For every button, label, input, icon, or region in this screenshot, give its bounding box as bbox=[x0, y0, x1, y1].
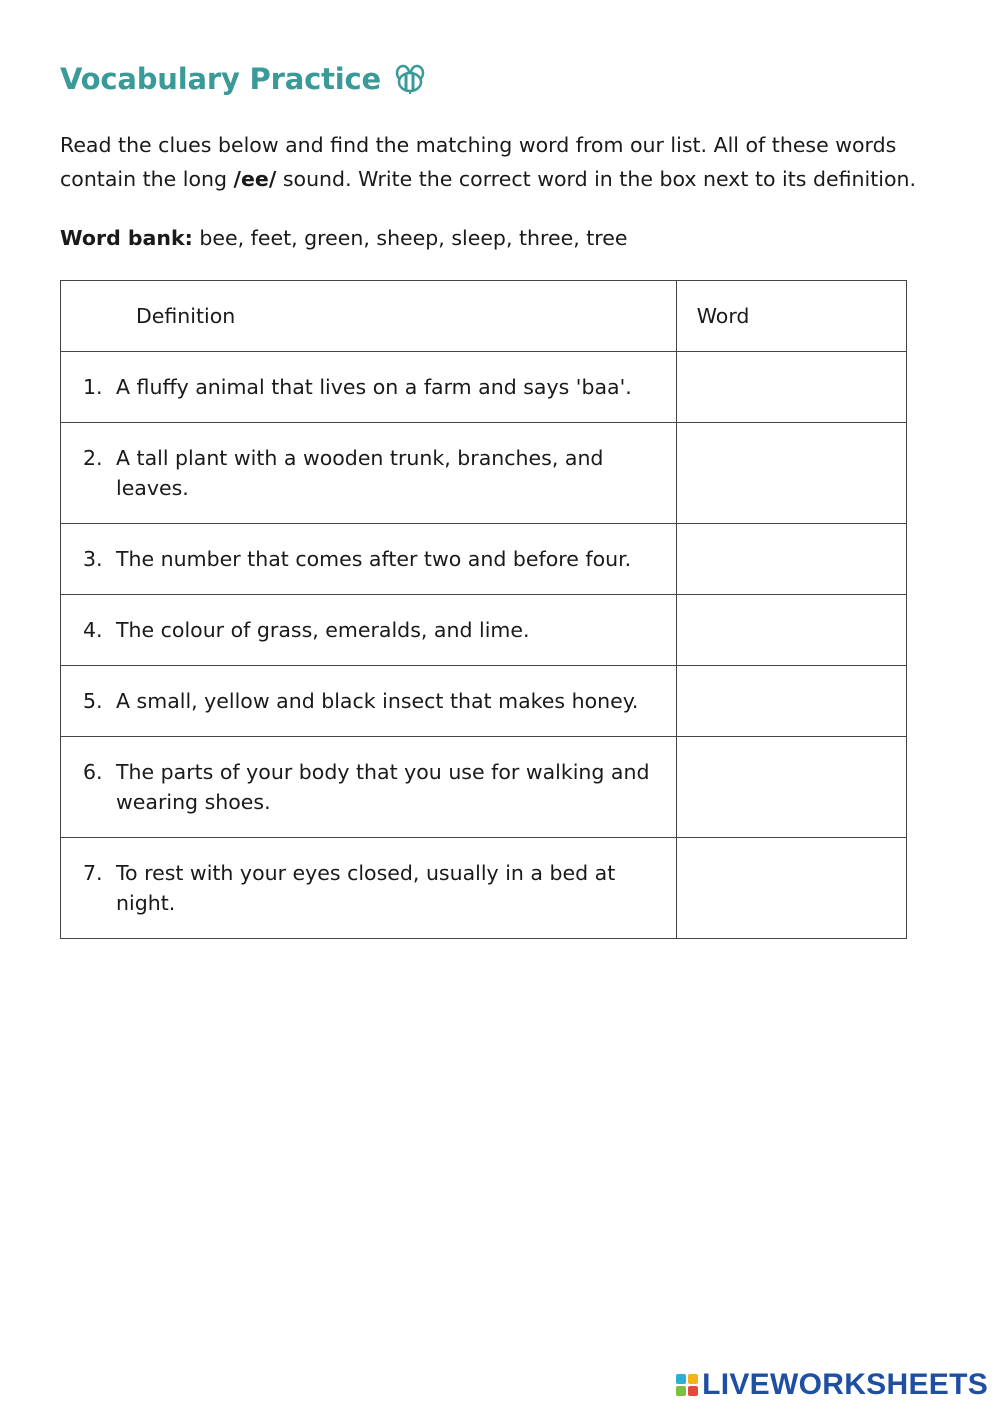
table-header-row bbox=[61, 281, 907, 352]
word-answer-box[interactable] bbox=[676, 838, 906, 939]
liveworksheets-logo bbox=[676, 1368, 988, 1402]
page-title: Vocabulary Practice bbox=[60, 62, 381, 96]
word-bank-words: bee, feet, green, sheep, sleep, three, tree bbox=[199, 226, 628, 250]
brand-name: LIVEWORKSHEETS bbox=[702, 1368, 988, 1401]
word-answer-box[interactable] bbox=[676, 595, 906, 666]
vocabulary-table bbox=[60, 280, 907, 939]
row-number: 4. bbox=[83, 618, 103, 642]
page-header bbox=[60, 62, 427, 96]
bee-icon bbox=[393, 64, 427, 94]
word-answer-box[interactable] bbox=[676, 737, 906, 838]
word-answer-box[interactable] bbox=[676, 666, 906, 737]
word-header: Word bbox=[676, 281, 906, 352]
row-number: 2. bbox=[83, 446, 103, 470]
instructions bbox=[60, 128, 940, 196]
definition-header: Definition bbox=[61, 281, 677, 352]
definition-text: A fluffy animal that lives on a farm and says 'baa'. bbox=[116, 375, 632, 399]
instructions-text: Read the clues below and find the matching word from our list. All of these words contain the long bbox=[60, 133, 897, 191]
word-answer-box[interactable] bbox=[676, 423, 906, 524]
table-row bbox=[61, 352, 907, 423]
definition-text: To rest with your eyes closed, usually in a bed at night. bbox=[116, 861, 616, 915]
table-row bbox=[61, 838, 907, 939]
table-row bbox=[61, 666, 907, 737]
row-number: 5. bbox=[83, 689, 103, 713]
table-row bbox=[61, 423, 907, 524]
table-row bbox=[61, 737, 907, 838]
definition-text: The parts of your body that you use for walking and wearing shoes. bbox=[116, 760, 650, 814]
word-bank bbox=[60, 222, 627, 254]
logo-mark-icon bbox=[676, 1374, 698, 1396]
word-bank-label: Word bank: bbox=[60, 226, 193, 250]
table-row bbox=[61, 595, 907, 666]
row-number: 1. bbox=[83, 375, 103, 399]
target-sound: /ee/ bbox=[233, 167, 277, 191]
definition-text: A tall plant with a wooden trunk, branches, and leaves. bbox=[116, 446, 604, 500]
definition-text: The number that comes after two and before four. bbox=[116, 547, 632, 571]
word-answer-box[interactable] bbox=[676, 524, 906, 595]
row-number: 7. bbox=[83, 861, 103, 885]
instructions-text-end: sound. Write the correct word in the box next to its definition. bbox=[276, 167, 917, 191]
definition-text: A small, yellow and black insect that makes honey. bbox=[116, 689, 639, 713]
table-row bbox=[61, 524, 907, 595]
word-answer-box[interactable] bbox=[676, 352, 906, 423]
row-number: 6. bbox=[83, 760, 103, 784]
definition-text: The colour of grass, emeralds, and lime. bbox=[116, 618, 530, 642]
row-number: 3. bbox=[83, 547, 103, 571]
